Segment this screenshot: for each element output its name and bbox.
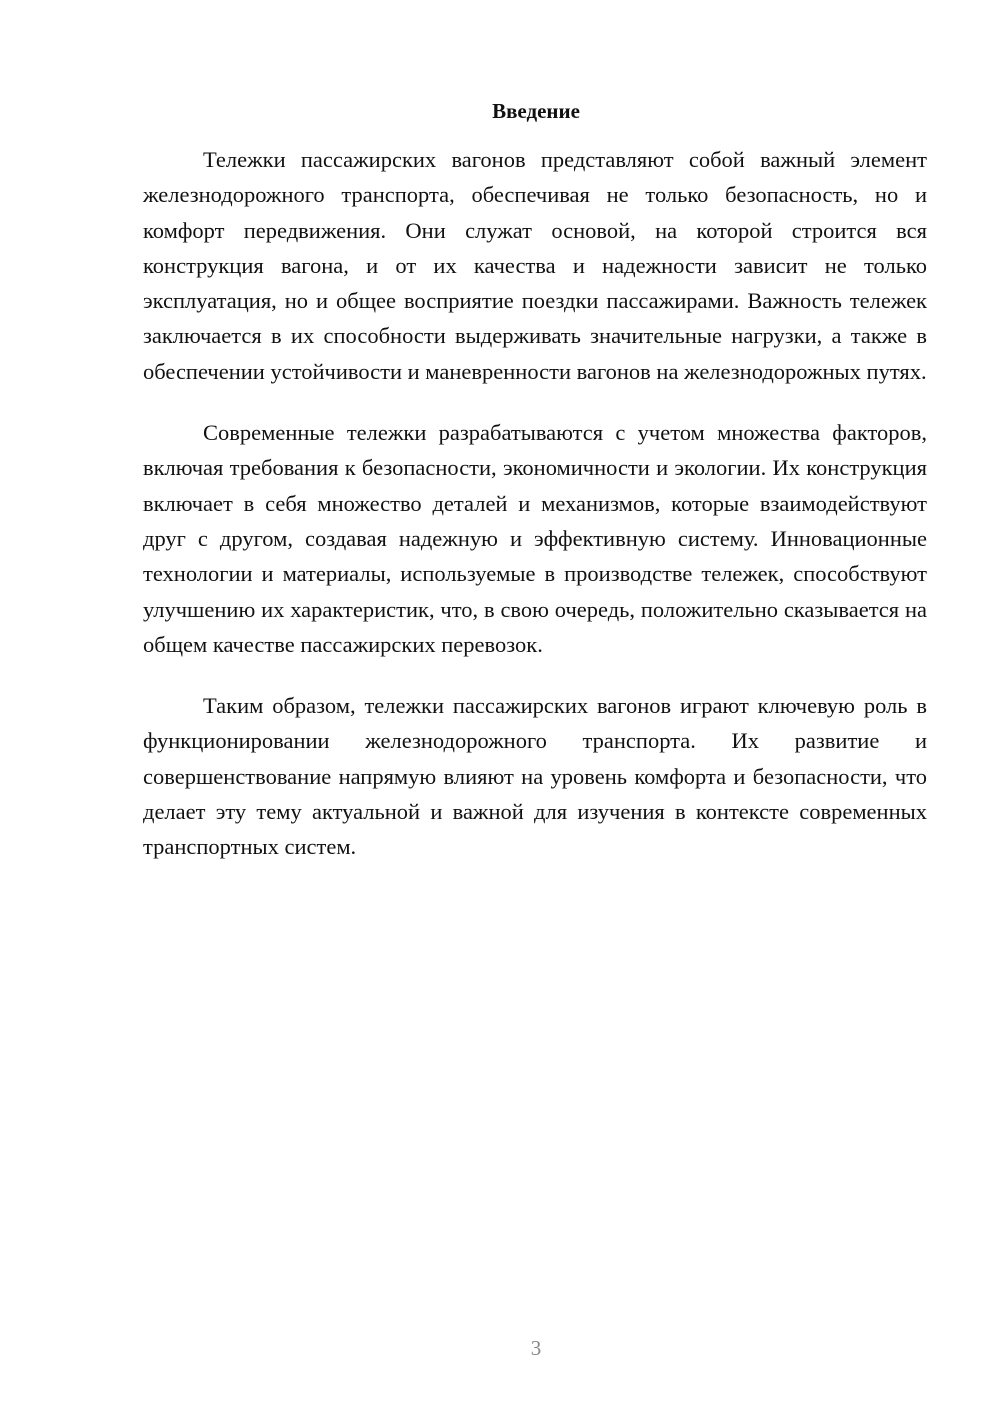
section-heading: Введение bbox=[492, 99, 580, 123]
paragraph-2: Современные тележки разрабатываются с учетом множества факторов, включая требования к безопасности, экономичности и экологии. Их конструкция включает в себя множество деталей и механизмов, которые взаимодействуют друг с другом, создавая надежную и эффективную систему. Инновационные технологии и материалы, используемые в производстве тележек, способствуют улучшению их характеристик, что, в свою очередь, положительно сказывается на общем качестве пассажирских перевозок. bbox=[143, 420, 927, 657]
paragraph-3: Таким образом, тележки пассажирских вагонов играют ключевую роль в функционировании железнодорожного транспорта. Их развитие и совершенствование напрямую влияют на уровень комфорта и безопасности, что делает эту тему актуальной и важной для изучения в контексте современных транспортных систем. bbox=[143, 693, 927, 860]
body-text bbox=[143, 142, 927, 865]
page-number: 3 bbox=[530, 1336, 542, 1360]
paragraph-1: Тележки пассажирских вагонов представляют собой важный элемент железнодорожного транспорта, обеспечивая не только безопасность, но и комфорт передвижения. Они служат основой, на которой строится вся конструкция вагона, и от их качества и надежности зависит не только эксплуатация, но и общее восприятие поездки пассажирами. Важность тележек заключается в их способности выдерживать значительные нагрузки, а также в обеспечении устойчивости и маневренности вагонов на железнодорожных путях. bbox=[143, 147, 927, 384]
